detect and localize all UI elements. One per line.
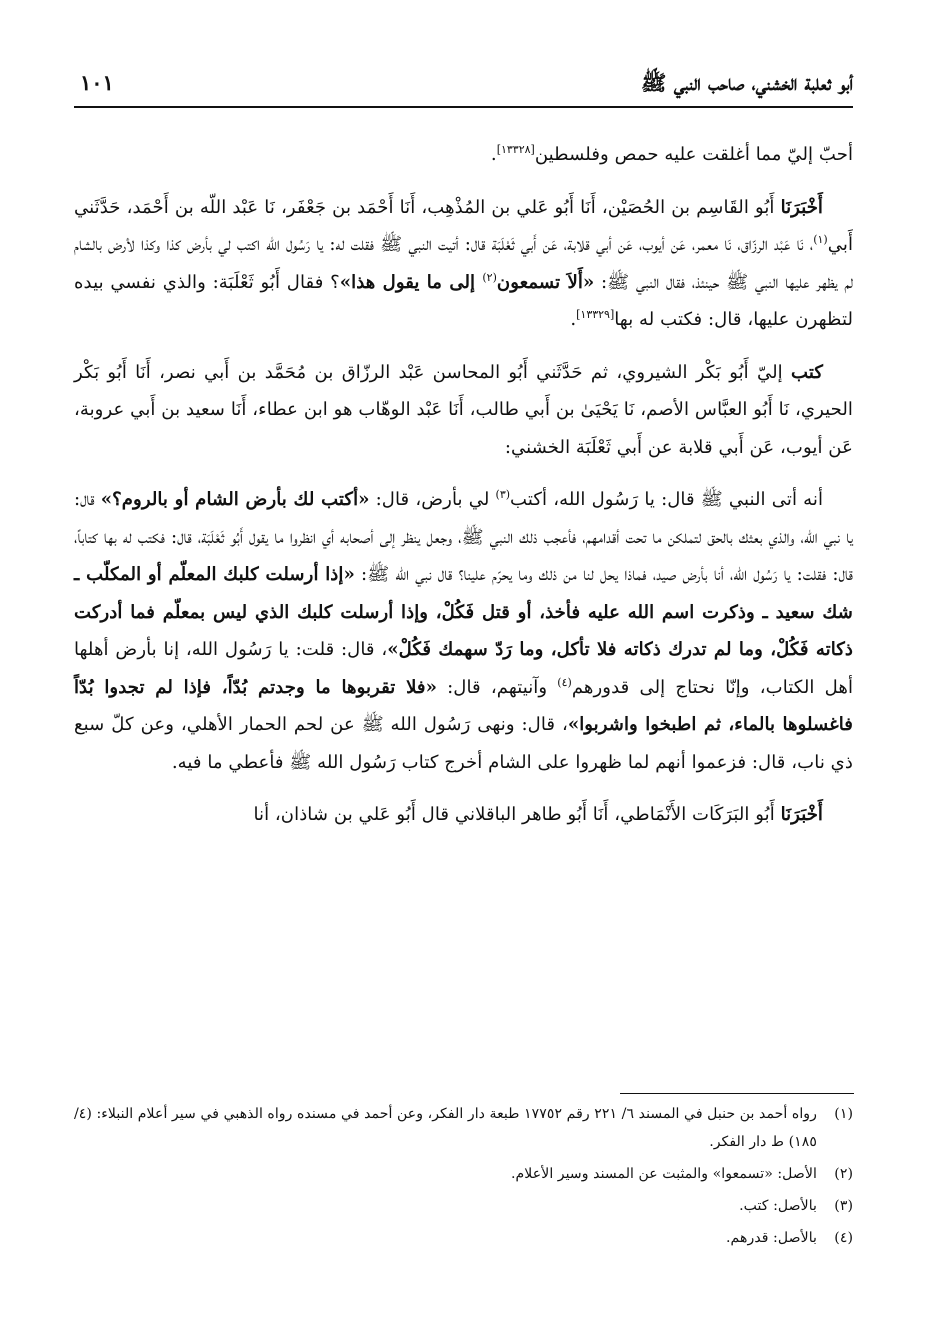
footnote-number: (١) bbox=[834, 1106, 853, 1122]
emphasis-text: إلى ما يقول هذا» bbox=[339, 271, 483, 293]
header-title: أبو ثعلبة الخشني، صاحب النبي ﷺ bbox=[641, 70, 853, 95]
emphasis-text: «إذا أرسلت كلبك المعلّم أو المكلّب ـ شك سعيد ـ وذكرت اسم الله عليه فأخذ، أو قتل فَكُلْ، وإذا أرسلت كلبك الذي ليس بمعلّم فما أدركت ذكاته فَكُلْ، وما لم تدرك ذكاته فلا تأكل، وما رَدّ سهمك فَكُلْ» bbox=[74, 564, 853, 660]
footnote bbox=[74, 1160, 853, 1188]
text-run: ، قال: قلت: يا رَسُول الله، إنا بأرض أهلها أهل الكتاب، وإنّا نحتاج إلى قدورهم bbox=[74, 639, 853, 698]
text-run: وآنيتهم، قال: bbox=[436, 676, 558, 698]
text-run: ، قال: ونهى رَسُول الله ﷺ عن لحم الحمار الأهلي، وعن كلّ سبع ذي ناب، قال: فزعموا أنهم لما ظهروا على الشام أخرج كتاب رَسُول الله ﷺ فأعطي ما فيه. bbox=[74, 714, 853, 773]
footnote-marker: [١٣٣٢٨] bbox=[496, 142, 535, 156]
header-rule bbox=[74, 106, 853, 108]
paragraph bbox=[74, 189, 853, 339]
emphasis-text: «أَلاَ تسمعون bbox=[496, 271, 595, 293]
text-run: . bbox=[490, 144, 497, 165]
emphasis-text: أَخْبَرَنَا bbox=[780, 804, 823, 825]
text-run: أحبّ إليّ مما أغلقت عليه حمص وفلسطين bbox=[534, 144, 853, 165]
footnote-marker: (١) bbox=[813, 232, 828, 246]
running-header bbox=[74, 66, 853, 102]
footnote-number: (٣) bbox=[834, 1198, 853, 1214]
paragraph bbox=[74, 136, 853, 174]
footnote-text: بالأصل: قدرهم. bbox=[726, 1230, 817, 1246]
emphasis-text: كتب bbox=[790, 361, 823, 383]
emphasis-text: «فلا تقربوها ما وجدتم بُدّاً، فإذا لم تجدوا بُدّاً فاغسلوها بالماء، ثم اطبخوا واشربوا» bbox=[74, 676, 853, 735]
footnote-marker: (٢) bbox=[482, 270, 497, 284]
footnote-text: بالأصل: كتب. bbox=[739, 1198, 817, 1214]
emphasis-text: «أكتب لك بأرض الشام أو بالروم؟» bbox=[100, 489, 370, 510]
footnote-marker: (٣) bbox=[495, 487, 511, 501]
footnote bbox=[74, 1192, 853, 1220]
paragraph bbox=[74, 796, 853, 834]
text-run: ، نَا عَبْد الرزّاق، نَا معمر، عَن أيوب، عَن أبي قلابة، عَن أَبي ثَعْلَبَة قال: أتيت النبي ﷺ فقلت له: يا رَسُول الله اكتب لي بأرض كذا وكذا لأرض بالشام لم يظهر عليها النبي ﷺ حينئذ، فقال النبي ﷺ: bbox=[74, 234, 854, 293]
paragraph bbox=[74, 481, 853, 781]
footnote-text: الأصل: «تسمعوا» والمثبت عن المسند وسير الأعلام. bbox=[511, 1166, 817, 1182]
text-run: أنه أتى النبي ﷺ قال: يا رَسُول الله، أكتب bbox=[510, 489, 823, 510]
text-run: . bbox=[570, 309, 577, 330]
footnote bbox=[74, 1224, 853, 1252]
emphasis-text: أَخْبَرَنَا bbox=[780, 196, 823, 218]
text-run: أَبُو البَرَكَات الأَنْمَاطي، أَنَا أَبُو طاهر الباقلاني قال أَبُو عَلي بن شاذان، أنا bbox=[253, 804, 781, 825]
text-run: ؟ فقال أَبُو ثَعْلَبَة: والذي نفسي بيده لتظهرن عليها، قال: فكتب له بها bbox=[74, 271, 853, 330]
body-text bbox=[74, 136, 853, 849]
footnote-text: رواه أحمد بن حنبل في المسند ٦/ ٢٢١ رقم ١٧٧٥٢ طبعة دار الفكر، وعن أحمد في مسنده رواه الذهبي في سير أعلام النبلاء: (٤/ ١٨٥) ط دار الفكر. bbox=[74, 1106, 817, 1150]
footnote-separator bbox=[620, 1093, 854, 1094]
footnote-marker: [١٣٣٢٩] bbox=[576, 307, 615, 321]
text-run: لي بأرض، قال: bbox=[369, 489, 496, 510]
page-number: ١٠١ bbox=[80, 70, 114, 95]
text-run: قال: يا نبي الله، والذي بعثك بالحق لتملكن ما تحت أقدامهم، فأعجب ذلك النبي ﷺ، وجعل ينظر إلى أصحابه أي انظروا ما يقول أَبُو ثَعْلَبَة، قال: فكتب له بها كتاباً، قال: فقلت: يا رَسُول الله، أنا بأرض صيد، فماذا يحل لنا من ذلك وما يحرّم علينا؟ قال نبي الله ﷺ: bbox=[74, 489, 853, 585]
paragraph bbox=[74, 354, 853, 467]
text-run: أَبُو القَاسِم بن الحُصَيْن، أَنَا أَبُو عَلي بن المُذْهِب، أَنَا أَحْمَد بن جَعْفَر، نَا عَبْد اللّه بن أَحْمَد، حَدَّثَني أَبي bbox=[74, 196, 853, 255]
footnote-marker: (٤) bbox=[557, 675, 572, 689]
footnotes bbox=[74, 1100, 853, 1256]
footnote-number: (٤) bbox=[834, 1230, 853, 1246]
text-run: إليّ أَبُو بَكْر الشيروي، ثم حَدَّثَني أَبُو المحاسن عَبْد الرزّاق بن مُحَمَّد بن أَبي نصر، أَنَا أَبُو بَكْر الحيري، نَا أَبُو العبَّاس الأصم، نَا يَحْيَىٰ بن أَبي طالب، أَنَا عَبْد الوهّاب هو ابن عطاء، أَنَا سعيد بن أَبي عروبة، عَن أيوب، عَن أَبي قلابة عن أَبي ثَعْلَبَة الخشني: bbox=[74, 361, 853, 458]
footnote-number: (٢) bbox=[834, 1166, 853, 1182]
footnote bbox=[74, 1100, 853, 1156]
